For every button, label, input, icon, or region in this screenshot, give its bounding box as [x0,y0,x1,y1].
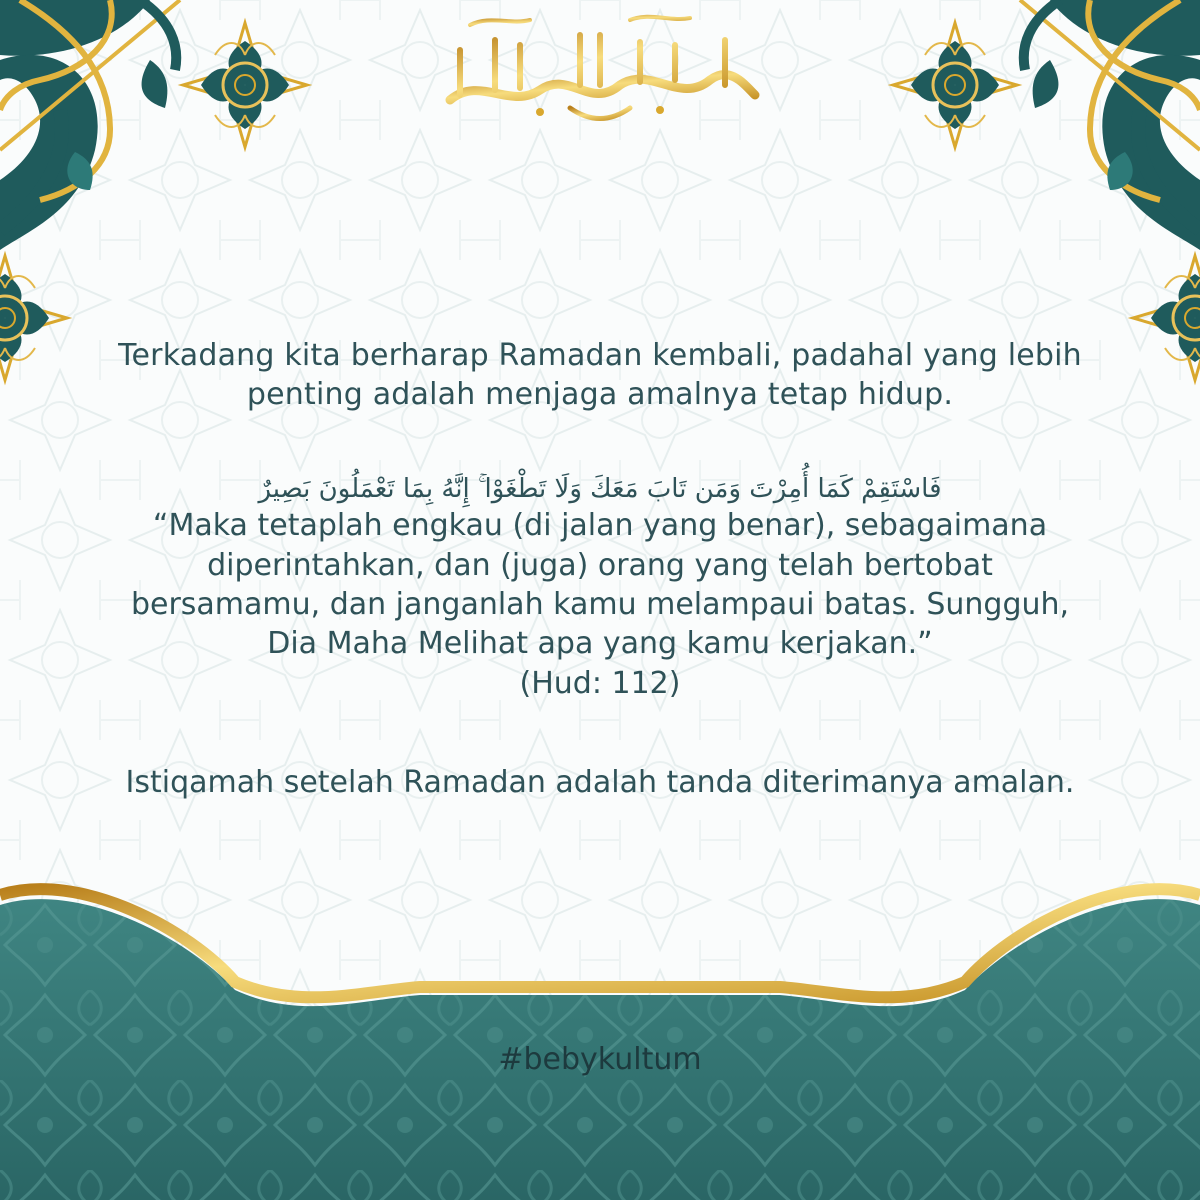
verse-reference: (Hud: 112) [519,665,681,701]
hashtag-label: #bebykultum [498,1042,702,1077]
translation-line-2: diperintahkan, dan (juga) orang yang telah bertobat [207,547,993,583]
corner-ornament-top-left [0,0,180,250]
basmala-calligraphy [450,17,755,119]
translation-line-1: “Maka tetaplah engkau (di jalan yang benar), sebagaimana [152,508,1048,544]
verse-translation [80,506,1120,663]
medallion-left [0,256,67,380]
intro-paragraph [80,336,1120,415]
medallion-right [1133,256,1200,380]
main-content [80,330,1120,802]
medallion-top-right [893,23,1017,147]
arabic-verse: فَاسْتَقِمْ كَمَا أُمِرْتَ وَمَن تَابَ مَعَكَ وَلَا تَطْغَوْا ۚ إِنَّهُ بِمَا تَعْمَلُونَ بَصِيرٌ [258,473,942,504]
translation-line-3: bersamamu, dan janganlah kamu melampaui batas. Sungguh, [130,586,1070,622]
intro-line-2: penting adalah menjaga amalnya tetap hidup. [246,377,954,413]
closing-statement: Istiqamah setelah Ramadan adalah tanda diterimanya amalan. [125,764,1075,800]
translation-line-4: Dia Maha Melihat apa yang kamu kerjakan.” [267,626,933,662]
corner-ornament-top-right [1020,0,1200,250]
intro-line-1: Terkadang kita berharap Ramadan kembali, padahal yang lebih [118,338,1082,373]
medallion-top-left [183,23,307,147]
